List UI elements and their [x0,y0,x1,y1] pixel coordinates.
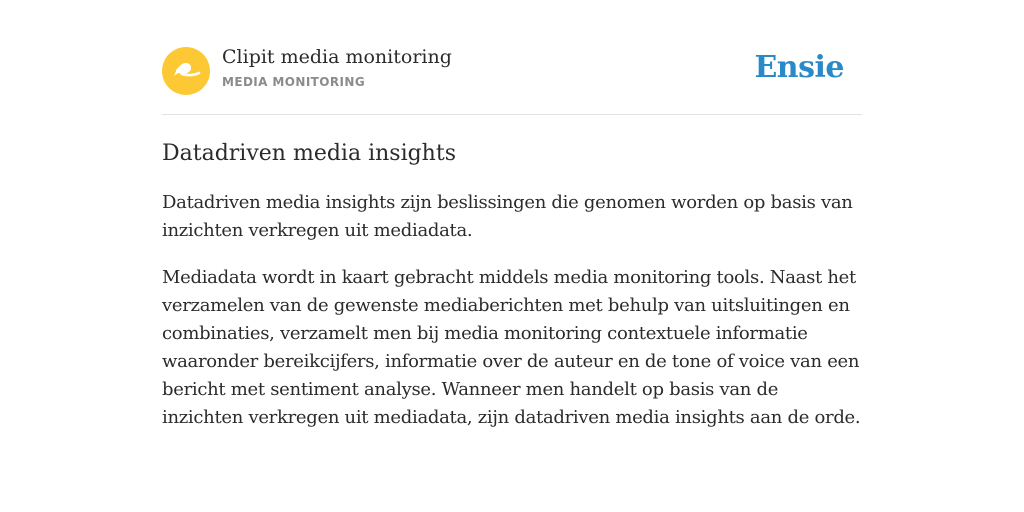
definition-paragraph: Datadriven media insights zijn beslissingen die genomen worden op basis van inzichten verkregen uit mediadata. [162,192,853,241]
card-header [162,44,862,115]
brand-logo[interactable]: Ensie [754,50,844,85]
definition-paragraph: Mediadata wordt in kaart gebracht middels media monitoring tools. Naast het verzamelen van de gewenste mediaberichten met behulp van uitsluitingen en combinaties, verzamelt men bij media monitoring contextuele informatie waaronder bereikcijfers, informatie over de auteur en de tone of voice van een bericht met sentiment analyse. Wanneer men handelt op basis van de inzichten verkregen uit mediadata, zijn datadriven media insights aan de orde. [162,267,861,428]
speech-bubble-icon [162,47,210,95]
term-title: Datadriven media insights [162,141,456,166]
source-title[interactable]: Clipit media monitoring [222,46,452,68]
source-subtitle: MEDIA MONITORING [222,75,366,89]
definition-card [162,44,862,432]
source-logo[interactable] [162,47,210,95]
